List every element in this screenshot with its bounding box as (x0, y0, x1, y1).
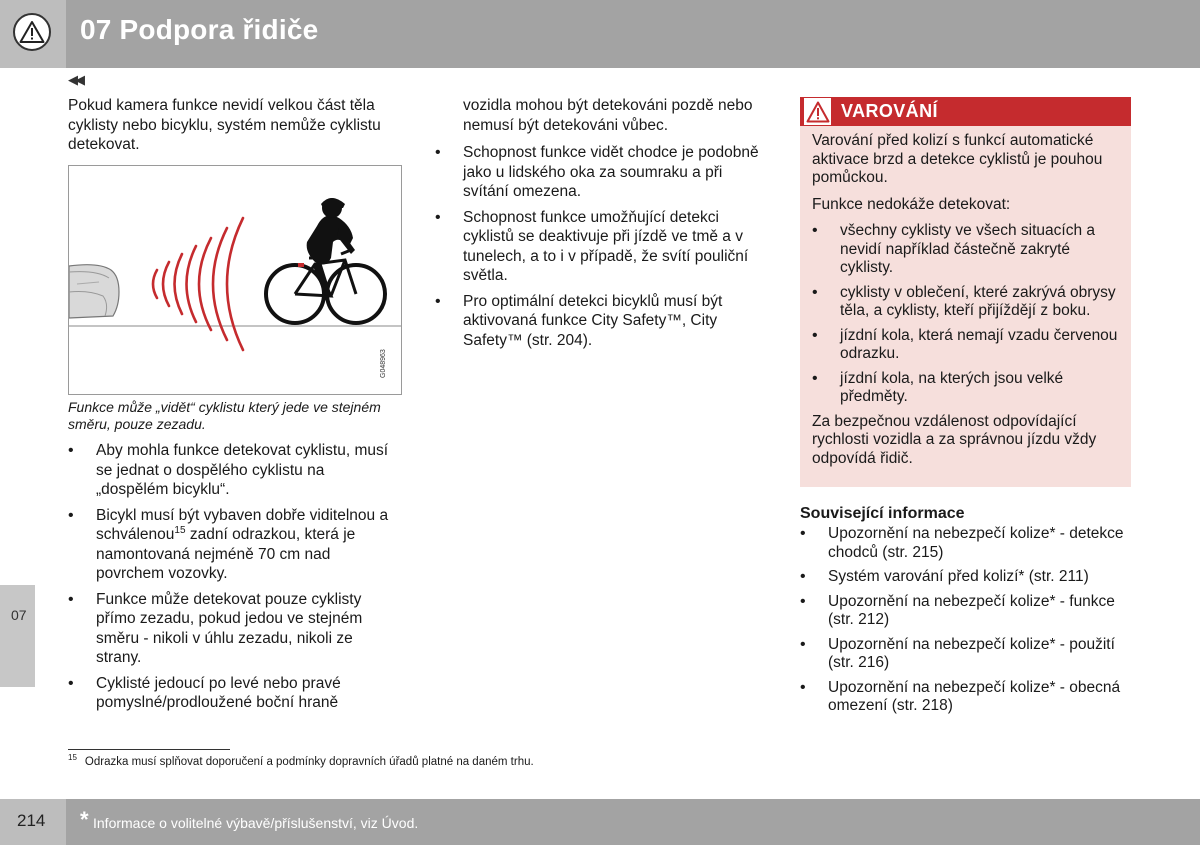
list-item: • Bicykl musí být vybaven dobře viditelnou a schválenou$^{15}$ zadní odrazkou, která je namontovaná nejméně 70 cm nad povrchem vozovky. (68, 506, 398, 584)
related-info-title: Související informace (800, 505, 965, 522)
continued-paragraph: vozidla mohou být detekováni pozdě nebo nemusí být detekováni vůbec. (463, 97, 753, 134)
list-item: • všechny cyklisty ve všech situacích a nevidí například částečně zakryté cyklisty. (812, 222, 1119, 278)
optional-equipment-star: * (80, 807, 89, 832)
page-footer (0, 799, 1200, 845)
figure-caption: Funkce může „vidět“ cyklistu který jede ve stejném směru, pouze zezadu. (68, 399, 381, 432)
warning-paragraph: Funkce nedokáže detekovat: (812, 195, 1011, 213)
chapter-side-tab (0, 585, 35, 687)
warning-paragraph: Varování před kolizí s funkcí automatické aktivace brzd a detekce cyklistů je pouhou pomůckou. (812, 132, 1103, 186)
chapter-header (0, 0, 1200, 68)
warning-triangle-icon (804, 98, 831, 125)
related-link[interactable]: • Upozornění na nebezpečí kolize* - obecná omezení (str. 218) (800, 679, 1135, 716)
list-item: • jízdní kola, na kterých jsou velké předměty. (812, 370, 1119, 407)
warning-triangle-icon (13, 13, 51, 51)
related-link[interactable]: • Systém varování před kolizí* (str. 211) (800, 568, 1135, 587)
list-item: • Aby mohla funkce detekovat cyklistu, musí se jednat o dospělého cyklistu na „dospělém bicyklu“. (68, 441, 398, 500)
warning-header (800, 97, 1131, 126)
footnote-number: 15 (68, 753, 77, 763)
list-item: • cyklisty v oblečení, které zakrývá obrysy těla, a cyklisty, kteří přijíždějí z boku. (812, 284, 1119, 321)
footer-note: Informace o volitelné výbavě/příslušenství, viz Úvod. (93, 815, 419, 831)
warning-body (800, 126, 1131, 468)
list-item: • Pro optimální detekci bicyklů musí být aktivovaná funkce City Safety™, City Safety™ (str. 204). (435, 292, 765, 351)
related-link[interactable]: • Upozornění na nebezpečí kolize* - funkce (str. 212) (800, 593, 1135, 630)
footnote (68, 753, 534, 768)
intro-paragraph: Pokud kamera funkce nevidí velkou část těla cyklisty nebo bicyklu, systém nemůže cyklistu detekovat. (68, 97, 381, 153)
cyclist-detection-figure (68, 165, 402, 395)
page-number: 214 (17, 811, 46, 830)
related-link[interactable]: • Upozornění na nebezpečí kolize* - detekce chodců (str. 215) (800, 525, 1135, 562)
reflector-icon (298, 263, 304, 267)
figure-code: G048963 (380, 349, 387, 378)
related-info-list (800, 525, 1135, 722)
list-item: • Schopnost funkce vidět chodce je podobně jako u lidského oka za soumraku a při svítání omezena. (435, 143, 765, 202)
cyclist-icon (266, 198, 385, 323)
warning-label: VAROVÁNÍ (841, 101, 938, 121)
footnote-ref[interactable]: 15 (174, 524, 186, 536)
footnote-text: Odrazka musí splňovat doporučení a podmínky dopravních úřadů platné na daném trhu. (84, 756, 534, 768)
cyclist-illustration (69, 166, 401, 394)
radar-waves-icon (153, 218, 243, 350)
warning-paragraph: Za bezpečnou vzdálenost odpovídající rychlosti vozidla a za správnou jízdu vždy odpovídá řidič. (812, 412, 1097, 467)
header-icon-tab (0, 0, 66, 68)
car-icon (69, 265, 119, 318)
related-link[interactable]: • Upozornění na nebezpečí kolize* - použití (str. 216) (800, 636, 1135, 673)
list-item: • Funkce může detekovat pouze cyklisty přímo zezadu, pokud jedou ve stejném směru - nikoli v úhlu zezadu, nikoli ze strany. (68, 590, 398, 668)
list-item: • Schopnost funkce umožňující detekci cyklistů se deaktivuje při jízdě ve tmě a v tunelech, a to i v případě, že svítí pouliční světla. (435, 208, 765, 286)
footnote-divider (68, 749, 230, 750)
chapter-title: 07 Podpora řidiče (80, 14, 319, 45)
left-intro (68, 96, 398, 163)
chapter-side-tab-label: 07 (11, 607, 27, 623)
middle-column (435, 96, 765, 356)
left-bullets (68, 441, 398, 719)
list-item: • jízdní kola, která nemají vzadu červenou odrazku. (812, 327, 1119, 364)
warning-box (800, 97, 1131, 487)
list-item: • Cyklisté jedoucí po levé nebo pravé pomyslné/prodloužené boční hraně (68, 674, 398, 713)
page-number-tab (0, 799, 66, 845)
continued-marker: ◀◀ (68, 72, 82, 87)
